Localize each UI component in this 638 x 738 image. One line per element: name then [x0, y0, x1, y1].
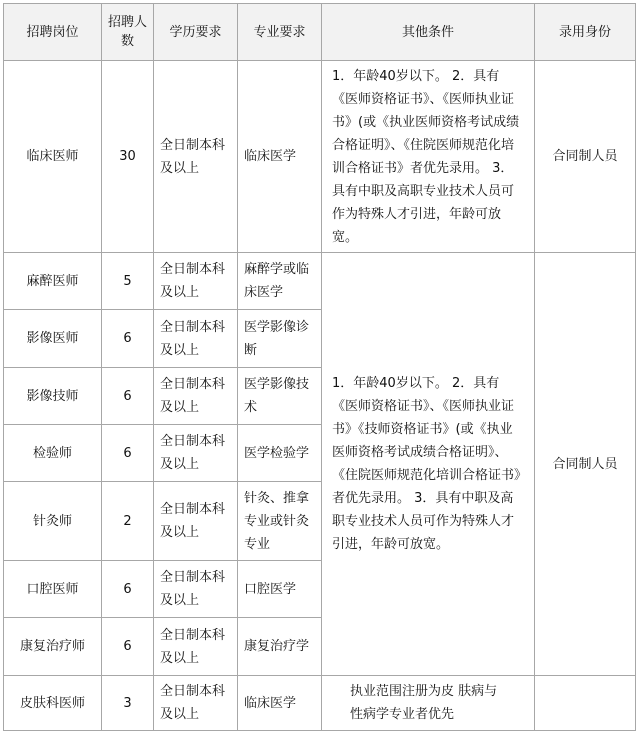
header-education: 学历要求 — [154, 4, 238, 61]
education-cell: 全日制本科及以上 — [154, 618, 238, 676]
header-position: 招聘岗位 — [4, 4, 102, 61]
education-cell: 全日制本科及以上 — [154, 368, 238, 425]
education-cell: 全日制本科及以上 — [154, 253, 238, 310]
count-cell: 3 — [102, 676, 154, 731]
conditions-cell: 执业范围注册为皮 肤病与性病学专业者优先 — [322, 676, 535, 731]
count-cell: 5 — [102, 253, 154, 310]
position-cell: 口腔医师 — [4, 561, 102, 618]
major-cell: 临床医学 — [238, 676, 322, 731]
major-cell: 麻醉学或临床医学 — [238, 253, 322, 310]
education-cell: 全日制本科及以上 — [154, 310, 238, 368]
conditions-cell: 1．年龄40岁以下。 2．具有《医师资格证书》、《医师执业证书》《技师资格证书》(或《执业医师资格考试成绩合格证明》、《住院医师规范化培训合格证书》者优先录用。 3．具有中职及高职专业技术人员可作为特殊人才引进，年龄可放宽。 — [322, 253, 535, 676]
header-conditions: 其他条件 — [322, 4, 535, 61]
count-cell: 30 — [102, 61, 154, 253]
recruitment-table — [3, 3, 636, 731]
conditions-cell: 1．年龄40岁以下。 2．具有《医师资格证书》、《医师执业证书》(或《执业医师资格考试成绩合格证明》、《住院医师规范化培训合格证书》者优先录用。 3．具有中职及高职专业技术人员可作为特殊人才引进，年龄可放宽。 — [322, 61, 535, 253]
education-cell: 全日制本科及以上 — [154, 561, 238, 618]
count-cell: 6 — [102, 425, 154, 482]
table-row — [4, 253, 636, 310]
status-cell-empty — [535, 676, 636, 731]
major-cell: 医学检验学 — [238, 425, 322, 482]
education-cell: 全日制本科及以上 — [154, 482, 238, 561]
major-cell: 医学影像诊断 — [238, 310, 322, 368]
major-cell: 针灸、推拿专业或针灸专业 — [238, 482, 322, 561]
education-cell: 全日制本科及以上 — [154, 61, 238, 253]
status-cell: 合同制人员 — [535, 61, 636, 253]
header-count: 招聘人数 — [102, 4, 154, 61]
header-row — [4, 4, 636, 61]
count-cell: 6 — [102, 368, 154, 425]
major-cell: 医学影像技术 — [238, 368, 322, 425]
education-cell: 全日制本科及以上 — [154, 676, 238, 731]
major-cell: 康复治疗学 — [238, 618, 322, 676]
position-cell: 麻醉医师 — [4, 253, 102, 310]
count-cell: 6 — [102, 561, 154, 618]
header-status: 录用身份 — [535, 4, 636, 61]
education-cell: 全日制本科及以上 — [154, 425, 238, 482]
position-cell: 影像技师 — [4, 368, 102, 425]
major-cell: 口腔医学 — [238, 561, 322, 618]
position-cell: 临床医师 — [4, 61, 102, 253]
position-cell: 检验师 — [4, 425, 102, 482]
count-cell: 6 — [102, 310, 154, 368]
status-cell: 合同制人员 — [535, 253, 636, 676]
major-cell: 临床医学 — [238, 61, 322, 253]
header-major: 专业要求 — [238, 4, 322, 61]
position-cell: 针灸师 — [4, 482, 102, 561]
table-row — [4, 676, 636, 731]
position-cell: 影像医师 — [4, 310, 102, 368]
table-row — [4, 61, 636, 253]
position-cell: 康复治疗师 — [4, 618, 102, 676]
position-cell: 皮肤科医师 — [4, 676, 102, 731]
count-cell: 2 — [102, 482, 154, 561]
count-cell: 6 — [102, 618, 154, 676]
